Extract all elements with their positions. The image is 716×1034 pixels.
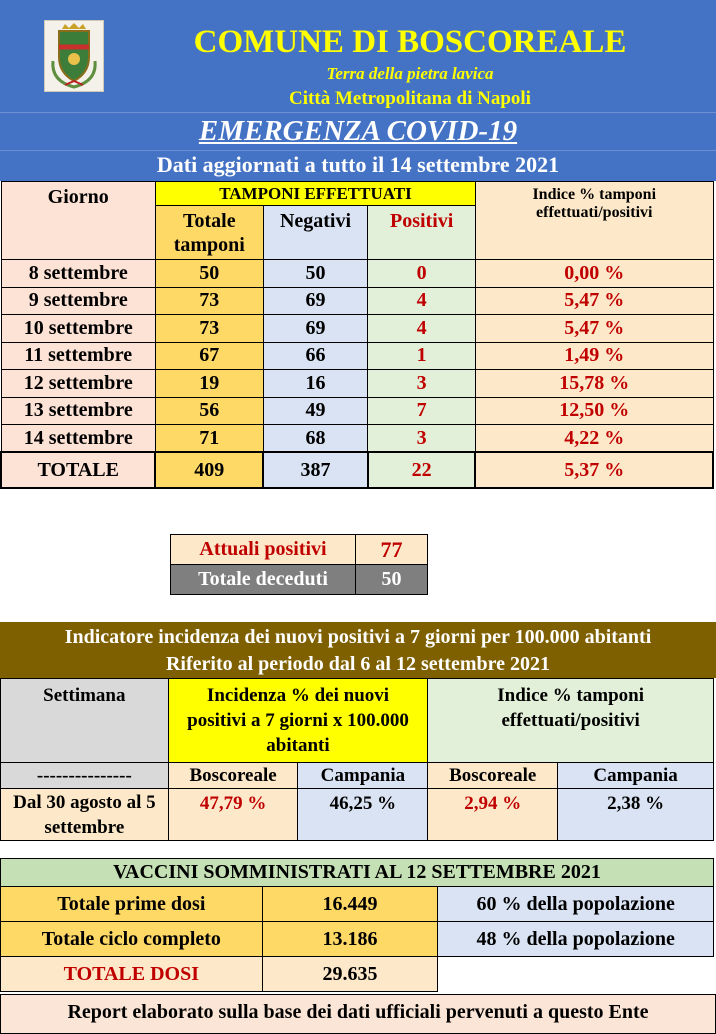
col-header-total: Totale tamponi [155, 206, 263, 260]
deceased-value: 50 [356, 565, 428, 595]
empty-cell [438, 957, 714, 992]
complete-cycle-pct: 48 % della popolazione [438, 922, 714, 957]
incidence-table [0, 678, 714, 841]
incidence-header [0, 622, 716, 678]
total-cell: 73 [155, 287, 263, 315]
index-cell: 4,22 % [475, 425, 713, 453]
col-group-tamponi: TAMPONI EFFETTUATI [155, 182, 475, 206]
first-doses-label: Totale prime dosi [1, 887, 263, 922]
negative-cell: 68 [263, 425, 368, 453]
table-row [1, 315, 713, 343]
negative-cell: 16 [263, 370, 368, 398]
page-title: COMUNE DI BOSCOREALE [193, 24, 627, 60]
sub-header-boscoreale: Boscoreale [428, 763, 558, 789]
total-cell: 73 [155, 315, 263, 343]
dashes-cell: --------------- [1, 763, 169, 789]
total-total-cell: 409 [155, 452, 263, 488]
index-cell: 5,47 % [475, 315, 713, 343]
incidence-campania-value: 46,25 % [298, 789, 428, 841]
day-cell: 11 settembre [1, 342, 155, 370]
total-cell: 50 [155, 260, 263, 288]
index-cell: 15,78 % [475, 370, 713, 398]
sub-header-campania: Campania [558, 763, 714, 789]
positive-cell: 4 [368, 315, 476, 343]
col-header-week: Settimana [1, 679, 169, 763]
current-positive-label: Attuali positivi [171, 535, 356, 565]
col-header-day: Giorno [1, 182, 155, 260]
total-cell: 67 [155, 342, 263, 370]
vaccines-title: VACCINI SOMMINISTRATI AL 12 SETTEMBRE 2021 [1, 859, 714, 887]
first-doses-value: 16.449 [262, 887, 438, 922]
positive-cell: 7 [368, 397, 476, 425]
complete-cycle-label: Totale ciclo completo [1, 922, 263, 957]
total-cell: 19 [155, 370, 263, 398]
table-row [1, 342, 713, 370]
current-positive-value: 77 [356, 535, 428, 565]
negative-cell: 50 [263, 260, 368, 288]
negative-cell: 69 [263, 315, 368, 343]
sub-header-boscoreale: Boscoreale [168, 763, 298, 789]
table-row [1, 425, 713, 453]
negative-cell: 66 [263, 342, 368, 370]
day-cell: 12 settembre [1, 370, 155, 398]
coat-of-arms-icon [44, 20, 104, 92]
incidence-title: Indicatore incidenza dei nuovi positivi a 7 giorni per 100.000 abitanti [64, 626, 652, 648]
update-date: Dati aggiornati a tutto il 14 settembre 2021 [156, 152, 560, 177]
deceased-label: Totale deceduti [171, 565, 356, 595]
header-divider [0, 150, 716, 151]
report-note: Report elaborato sulla base dei dati ufficiali pervenuti a questo Ente [0, 994, 716, 1034]
table-row [1, 397, 713, 425]
day-cell: 14 settembre [1, 425, 155, 453]
total-row [1, 452, 713, 488]
total-doses-value: 29.635 [262, 957, 438, 992]
table-row [1, 287, 713, 315]
positive-cell: 4 [368, 287, 476, 315]
total-doses-label: TOTALE DOSI [1, 957, 263, 992]
positive-cell: 0 [368, 260, 476, 288]
day-cell: 9 settembre [1, 287, 155, 315]
sub-header-campania: Campania [298, 763, 428, 789]
positive-cell: 3 [368, 370, 476, 398]
negative-cell: 69 [263, 287, 368, 315]
total-cell: 71 [155, 425, 263, 453]
index-campania-value: 2,38 % [558, 789, 714, 841]
metro-city-label: Città Metropolitana di Napoli [289, 88, 531, 109]
table-row [1, 260, 713, 288]
total-negative-cell: 387 [263, 452, 368, 488]
index-cell: 0,00 % [475, 260, 713, 288]
index-boscoreale-value: 2,94 % [428, 789, 558, 841]
day-cell: 8 settembre [1, 260, 155, 288]
complete-cycle-value: 13.186 [262, 922, 438, 957]
total-positive-cell: 22 [368, 452, 476, 488]
positive-cell: 3 [368, 425, 476, 453]
index-cell: 5,47 % [475, 287, 713, 315]
col-header-positive: Positivi [368, 206, 476, 260]
tamponi-table [0, 181, 714, 489]
index-cell: 12,50 % [475, 397, 713, 425]
first-doses-pct: 60 % della popolazione [438, 887, 714, 922]
incidence-period: Riferito al periodo dal 6 al 12 settembre 2021 [165, 653, 550, 675]
summary-table [170, 534, 428, 595]
col-header-index-pct: Indice % tamponi effettuati/positivi [428, 679, 714, 763]
total-cell: 56 [155, 397, 263, 425]
negative-cell: 49 [263, 397, 368, 425]
page-subtitle: Terra della pietra lavica [326, 64, 494, 83]
col-header-index: Indice % tamponi effettuati/positivi [475, 182, 713, 260]
vaccines-table [0, 858, 714, 992]
emergency-title: EMERGENZA COVID-19 [198, 115, 518, 147]
table-row [1, 370, 713, 398]
positive-cell: 1 [368, 342, 476, 370]
index-cell: 1,49 % [475, 342, 713, 370]
col-header-negative: Negativi [263, 206, 368, 260]
period-cell: Dal 30 agosto al 5 settembre [1, 789, 169, 841]
incidence-boscoreale-value: 47,79 % [168, 789, 298, 841]
day-cell: 10 settembre [1, 315, 155, 343]
col-header-incidence: Incidenza % dei nuovi positivi a 7 giorni x 100.000 abitanti [168, 679, 428, 763]
total-label: TOTALE [1, 452, 155, 488]
total-index-cell: 5,37 % [475, 452, 713, 488]
day-cell: 13 settembre [1, 397, 155, 425]
